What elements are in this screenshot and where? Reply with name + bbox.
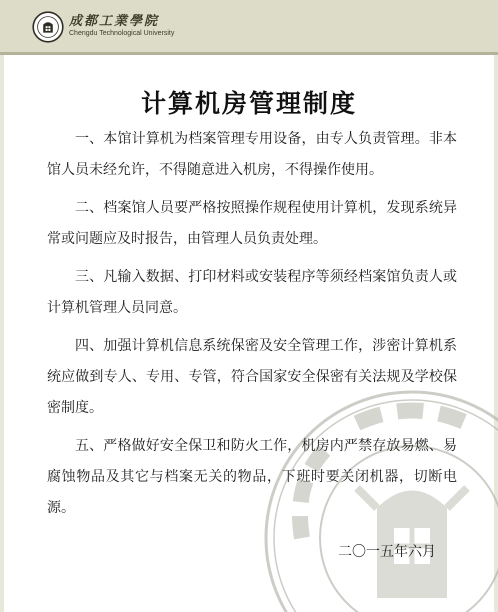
document-body [47, 124, 457, 531]
regulation-item-4: 四、加强计算机信息系统保密及安全管理工作，涉密计算机系统应做到专人、专用、专管，符合国家安全保密有关法规及学校保密制度。 [47, 338, 457, 416]
university-name-cn: 成都工業學院 [69, 14, 160, 29]
university-seal-icon [32, 11, 64, 43]
regulation-item-5: 五、严格做好安全保卫和防火工作，机房内严禁存放易燃、易腐蚀物品及其它与档案无关的物品，下班时要关闭机器，切断电源。 [47, 438, 457, 516]
regulation-item-2: 二、档案馆人员要严格按照操作规程使用计算机，发现系统异常或问题应及时报告，由管理人员负责处理。 [47, 200, 457, 247]
document-date: 二〇一五年六月 [338, 544, 436, 560]
regulation-item-1: 一、本馆计算机为档案管理专用设备，由专人负责管理。非本馆人员未经允许，不得随意进入机房，不得操作使用。 [47, 131, 457, 178]
document-title: 计算机房管理制度 [140, 89, 357, 118]
header-bar [0, 0, 498, 55]
frame-left [0, 55, 4, 612]
university-name-en: Chengdu Technological University [69, 30, 175, 37]
regulation-item-3: 三、凡输入数据、打印材料或安装程序等须经档案馆负责人或计算机管理人员同意。 [47, 269, 457, 316]
